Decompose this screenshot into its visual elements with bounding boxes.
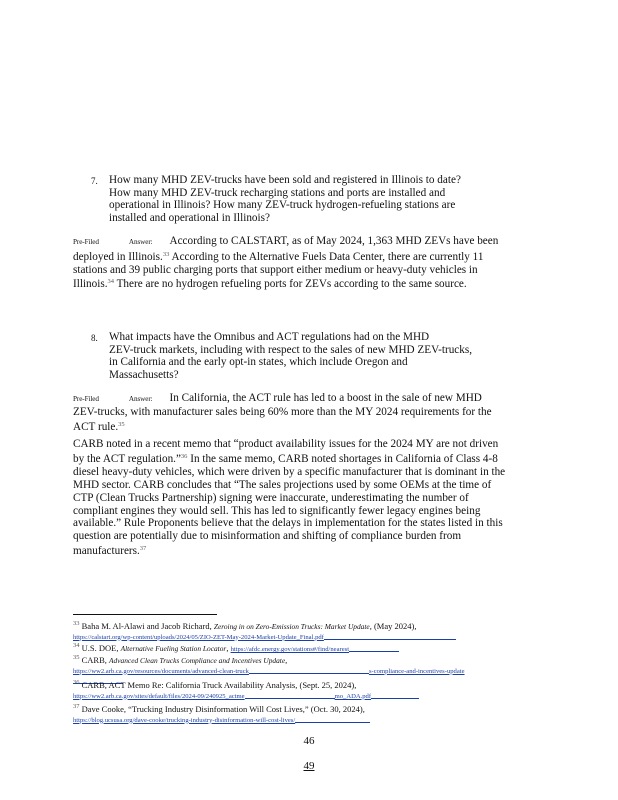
footnote-ref[interactable]: 35 [118,420,125,428]
footnote-text: Baha M. Al-Alawi and Jacob Richard, [81,621,214,631]
page-number-outer: 49 [303,760,315,772]
footnote [73,702,513,725]
footnote-link[interactable]: https://ww2.arb.ca.gov/resources/documents/advanced-clean-truck [73,667,249,675]
footnote [73,619,513,642]
footnote-ref[interactable]: 34 [107,278,114,286]
page-number: 46 [303,735,315,747]
footnote-text: CARB, ACT Memo Re: California Truck Availability Analysis, (Sept. 25, 2024), [81,680,357,690]
question-text: How many MHD ZEV-trucks have been sold and registered in Illinois to date? How many MHD ZEV-truck recharging stations and ports are installed and operational in Illinois? How many ZEV-truck hydrogen-refueling stations are installed and operational in Illinois? [109,174,461,224]
footnote-title: Advanced Clean Trucks Compliance and Incentives Update [109,656,286,665]
footnote-number: 35 [73,654,80,661]
footnote-title: Zeroing in on Zero-Emission Trucks: Market Update [213,622,370,631]
prefiled-label: Pre-Filed [73,395,99,403]
paragraph-text: In the same memo, CARB noted shortages in California of Class 4-8 diesel heavy-duty vehicles, which were driven by a specific manufacturer that is dominant in the MHD sector. CARB concludes that “The sales projections used by some OEMs at the time of CTP (Clean Trucks Partnership) signing were inaccurate, underestimating the number of compliant engines they would sell. This has led to significantly fewer legacy engines being available.” Rule Proponents believe that the delays in implementation for the states listed in this question are potentially due to misinformation and shifting of compliance burden from manufacturers. [73,452,506,558]
footnote-link[interactable]: https://afdc.energy.gov/stations#/find/nearest [230,646,350,653]
footnote-link[interactable]: mo_ADA.pdf [334,692,372,700]
link-underline [249,666,369,674]
footnote-text: , [226,643,231,653]
answer-label: Answer: [128,238,153,246]
footnote-text: , (May 2024), [369,621,417,631]
answer-paragraph [73,392,509,433]
footnote-separator [73,614,217,615]
footnote-ref[interactable]: 37 [139,545,147,553]
footnote-text: U.S. DOE, [81,643,121,653]
prefiled-label: Pre-Filed [73,238,99,246]
footnote [73,678,513,701]
footnote-link[interactable]: s-compliance-and-incentives-update [368,667,465,675]
footnote-text: , [285,655,288,665]
footnote-link[interactable]: https://ww2.arb.ca.gov/sites/default/files/2024-09/240925_actme [73,692,245,700]
footnote-number: 33 [73,620,80,627]
footnote-number: 36 [73,679,80,686]
footnote-link[interactable]: https://blog.ucsusa.org/dave-cooke/trucking-industry-disinformation-will-cost-lives/ [73,716,296,724]
question-number: 8. [91,333,98,343]
footnote-text: CARB, [81,655,110,665]
body-paragraph [73,438,509,558]
link-underline [324,632,456,640]
footnote-ref[interactable]: 36 [180,452,188,460]
footnote-title: Alternative Fueling Station Locator [120,644,227,653]
paragraph-text: CARB noted in a recent memo that “product availability issues for the 2024 MY are not driven by the ACT regulation.” [73,438,499,465]
answer-text: There are no hydrogen refueling ports for ZEVs according to the same source. [114,278,467,291]
answer-text: According to CALSTART, as of May 2024, 1,363 MHD ZEVs have been deployed in Illinois. [73,235,499,263]
footnote-text: Dave Cooke, “Trucking Industry Disinformation Will Cost Lives,” (Oct. 30, 2024), [81,704,365,714]
footnote-link[interactable]: https://calstart.org/wp-content/uploads/2024/05/ZIO-ZET-May-2024-Market-Update_Final.pdf [73,633,324,641]
footnote-ref[interactable]: 33 [162,250,170,258]
answer-paragraph [73,235,509,291]
footnote-number: 37 [73,703,80,710]
footnote-number: 34 [73,642,80,649]
answer-text: According to the Alternative Fuels Data Center, there are currently 11 stations and 39 public charging ports that support either medium or heavy-duty vehicles in Illinois. [73,250,484,291]
answer-label: Answer: [128,395,153,403]
link-underline [371,691,419,699]
link-underline [295,715,370,723]
link-underline [245,691,335,699]
question-number: 7. [91,176,98,186]
question-text: What impacts have the Omnibus and ACT regulations had on the MHD ZEV-truck markets, including with respect to the sales of new MHD ZEV-trucks, in California and the early opt-in states, which include Oregon and Massachusetts? [109,331,472,381]
answer-text: In California, the ACT rule has led to a boost in the sale of new MHD ZEV-trucks, with manufacturer sales being 60% more than the MY 2024 requirements for the ACT rule. [73,392,492,433]
link-underline [349,644,399,652]
